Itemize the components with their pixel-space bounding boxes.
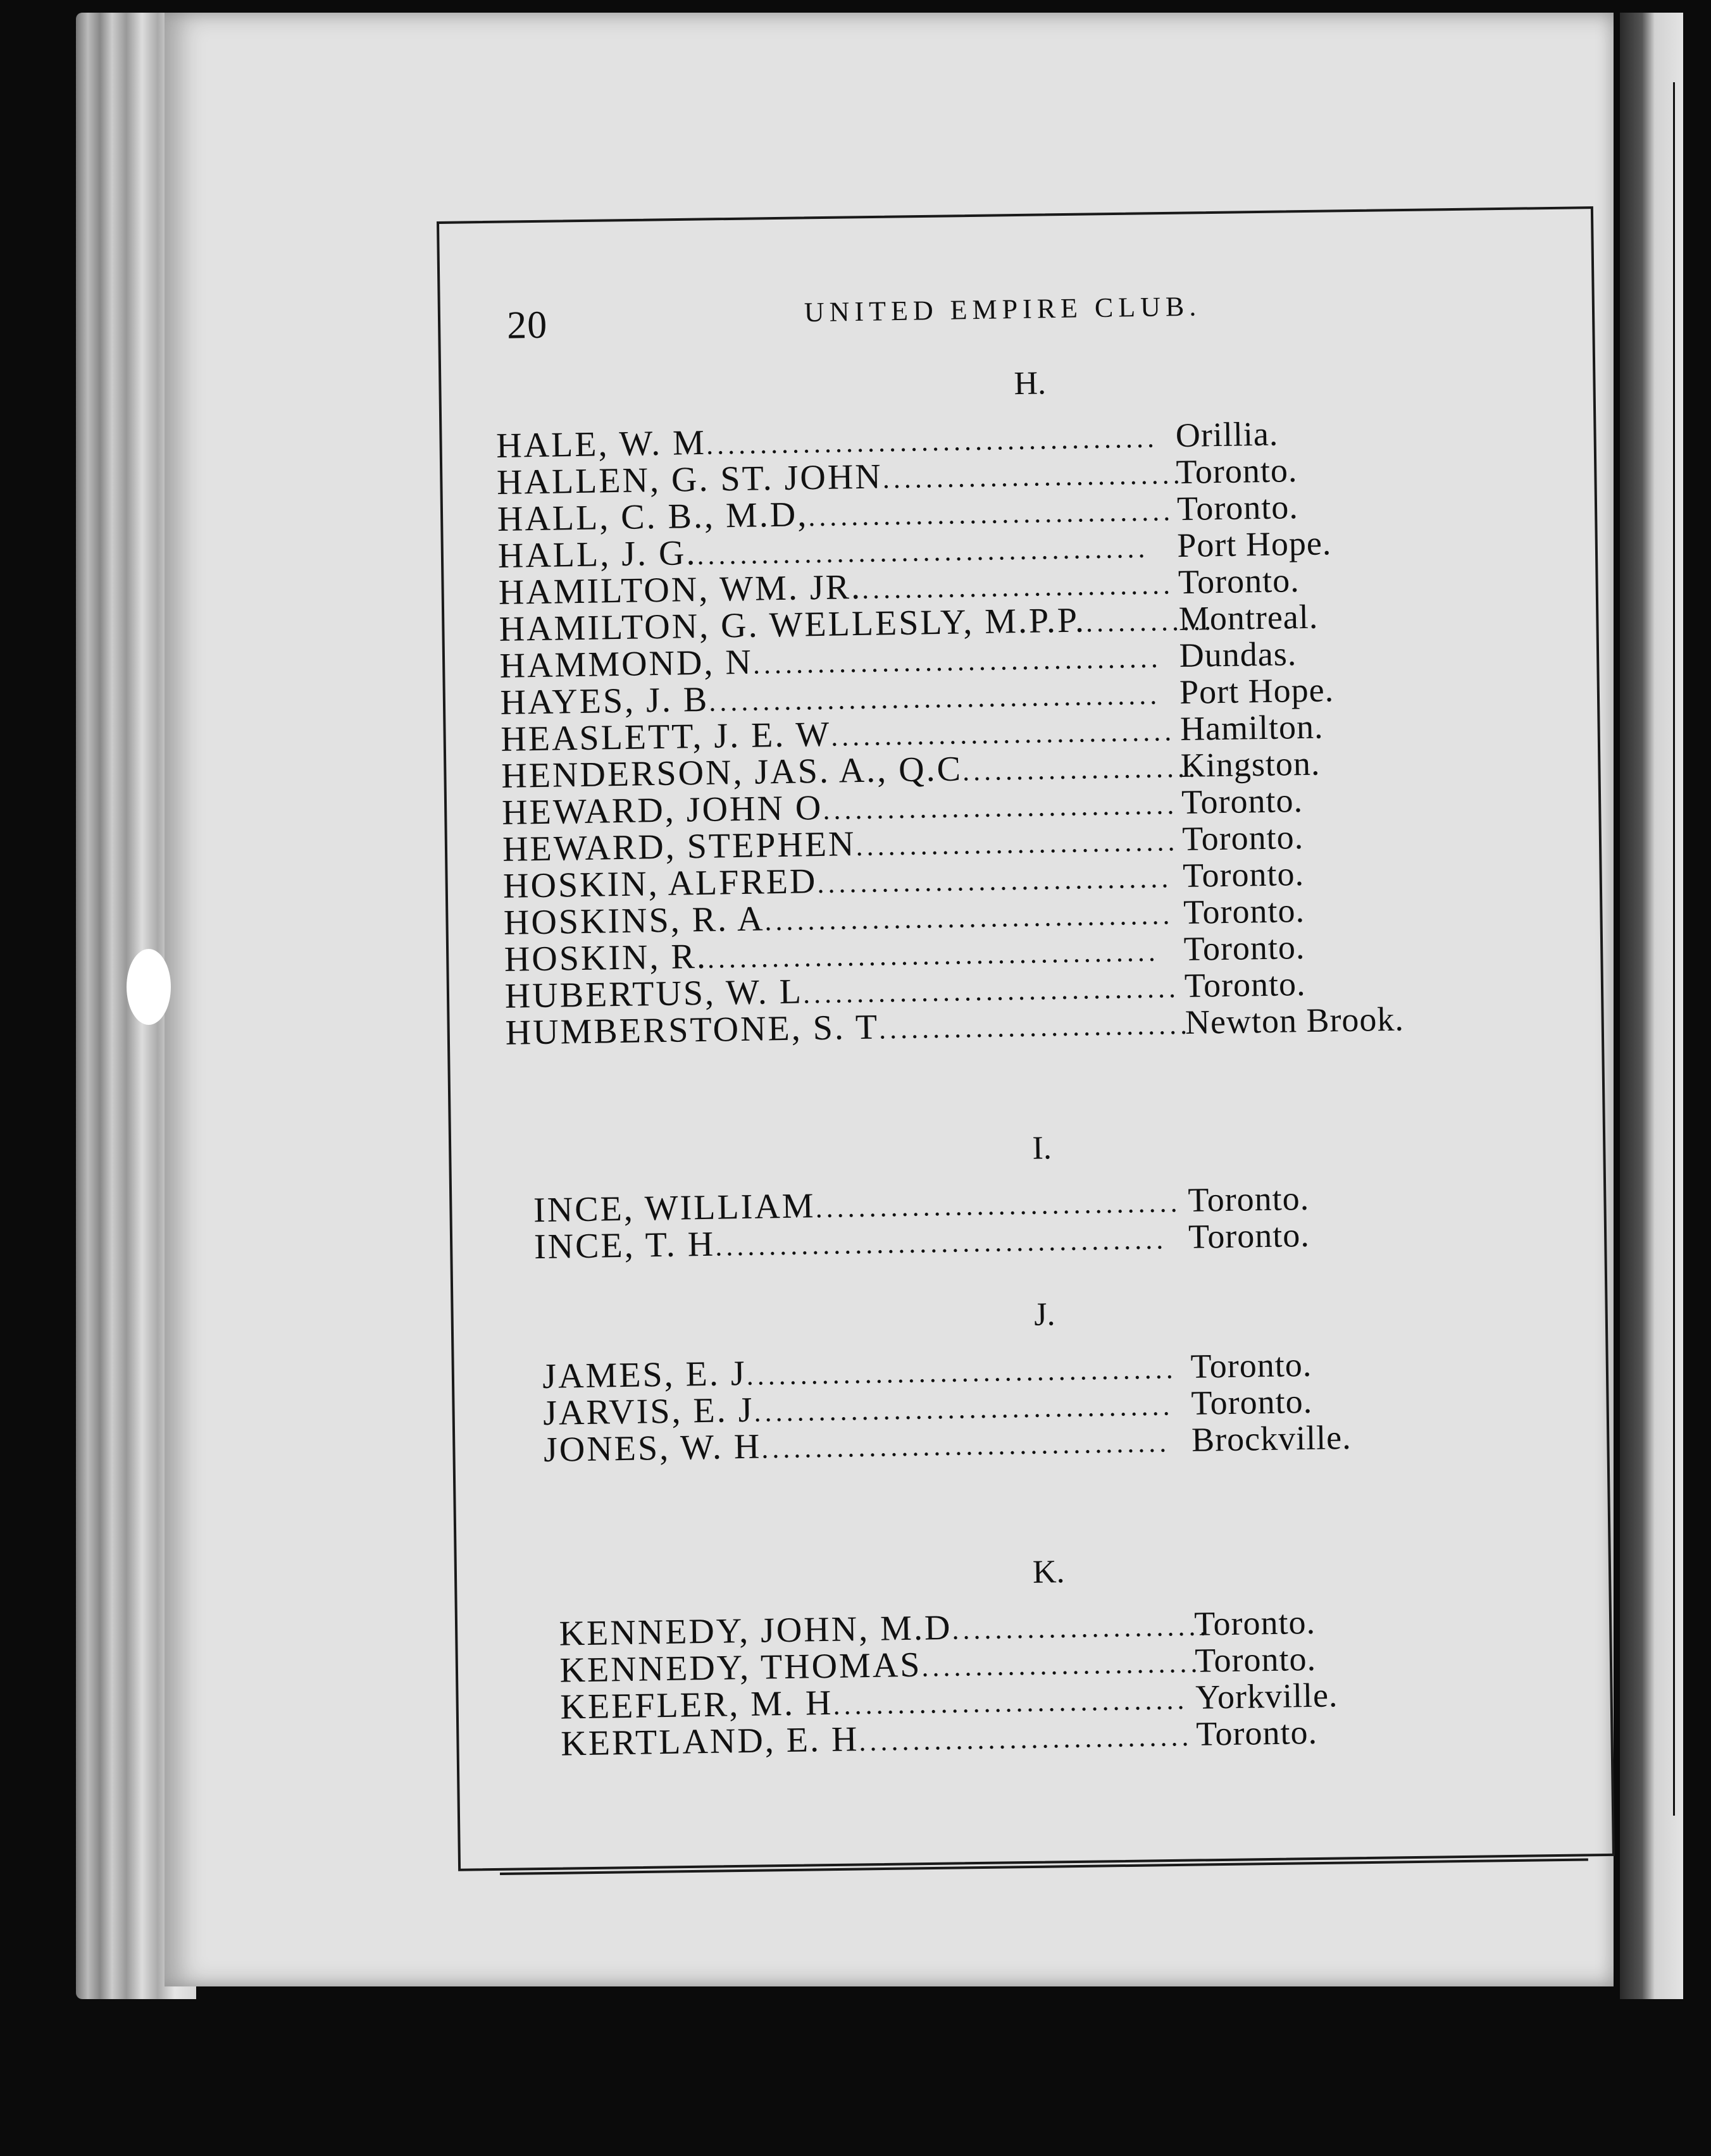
member-place: Toronto. [1176,488,1299,528]
member-name: HEWARD, JOHN O [501,788,823,833]
section-letter: I. [1032,1130,1052,1167]
member-name: KENNEDY, JOHN, M.D [559,1608,952,1654]
member-name: HALE, W. M [495,423,707,466]
dot-leader: .......................................... [708,679,1161,717]
member-name: HEWARD, STEPHEN [502,824,856,869]
member-name: KEEFLER, M. H [560,1683,833,1727]
member-place: Toronto. [1181,818,1304,858]
member-place: Toronto. [1183,927,1305,968]
member-name: HALLEN, G. ST. JOHN [496,457,883,502]
facing-page-rule [1673,82,1675,1816]
member-place: Kingston. [1180,744,1321,785]
dot-leader: ................................... [802,972,1180,1010]
member-list [508,1175,1522,1267]
member-name: HEASLETT, J. E. W [500,714,831,759]
member-place: Newton Brook. [1185,1000,1405,1041]
member-name: JAMES, E. J [542,1353,747,1396]
dot-leader: ............................ [882,458,1185,495]
member-name: HUMBERSTONE, S. T [505,1007,880,1053]
member-list [514,1599,1529,1764]
section-letter: H. [1013,365,1047,402]
member-list [511,1341,1525,1470]
member-place: Montreal. [1178,597,1319,638]
dot-leader: .................................. [807,495,1174,533]
member-place: Toronto. [1194,1639,1317,1680]
member-name: KERTLAND, E. H [560,1719,859,1764]
member-name: HOSKIN, R. [504,936,708,979]
member-name: HOSKINS, R. A [503,899,765,943]
dot-leader: ...................... [962,752,1200,787]
member-place: Toronto. [1176,451,1298,492]
member-place: Toronto. [1190,1382,1313,1422]
member-place: Brockville. [1191,1418,1352,1459]
member-place: Port Hope. [1179,671,1335,712]
dot-leader: .......................................... [707,936,1160,974]
member-name: INCE, T. H [533,1224,716,1267]
member-name: HALL, J. G. [497,533,697,576]
dot-leader: ................................. [822,789,1178,826]
dot-leader: ................................. [833,1684,1188,1721]
member-name: HENDERSON, JAS. A., Q.C [501,749,963,796]
dot-leader: ................................ [830,716,1176,752]
page-number: 20 [506,303,548,347]
member-name: HAMILTON, G. WELLESLY, M.P.P. [499,600,1086,649]
member-place: Hamilton. [1179,707,1324,748]
dot-leader: ................................. [816,862,1173,900]
member-place: Toronto. [1190,1345,1312,1385]
member-place: Toronto. [1182,855,1305,895]
page-header [494,263,1507,354]
member-place: Toronto. [1184,964,1306,1005]
member-place: Toronto. [1181,781,1303,822]
member-place: Toronto. [1193,1602,1316,1643]
paper-damage-spot [127,949,171,1025]
member-name: KENNEDY, THOMAS [559,1645,922,1690]
member-place: Toronto. [1183,891,1305,931]
member-name: JONES, W. H [543,1427,762,1470]
member-place: Dundas. [1179,635,1297,675]
section-letter: J. [1033,1296,1055,1333]
running-title: UNITED EMPIRE CLUB. [804,290,1202,328]
member-name: HAYES, J. B [500,679,709,722]
section-i [507,1122,1521,1267]
section-letter: K. [1032,1554,1065,1590]
member-name: INCE, WILLIAM [533,1186,816,1230]
dot-leader: .................................. [815,1187,1181,1224]
member-name: HAMILTON, WM. JR. [498,567,862,612]
section-h [495,357,1518,1053]
dot-leader: .......................... [921,1647,1202,1683]
dot-leader: .......................................... [697,532,1149,571]
dot-leader: ............................. [878,1008,1191,1045]
member-name: JARVIS, E. J [542,1390,754,1433]
member-name: HAMMOND, N [499,642,754,686]
member-place: Port Hope. [1176,524,1332,565]
section-j [509,1289,1524,1470]
dot-leader: ...................................... [752,642,1162,680]
page-content [494,263,1529,1764]
member-name: HALL, C. B., M.D, [497,495,809,539]
member-place: Toronto. [1187,1179,1310,1219]
dot-leader: ............................. [861,569,1174,605]
dot-leader: ............................... [859,1720,1193,1757]
dot-leader: ........................ [952,1610,1210,1645]
dot-leader: .............................. [856,826,1179,862]
member-place: Toronto. [1195,1713,1318,1753]
dot-leader: .......................................... [706,422,1159,461]
dot-leader: ............ [1085,605,1216,638]
dot-leader: ....................................... [754,1390,1174,1428]
section-k [514,1546,1529,1764]
member-place: Orillia. [1175,414,1279,455]
member-place: Toronto. [1188,1215,1310,1256]
member-place: Yorkville. [1195,1676,1338,1716]
dot-leader: ...................................... [764,899,1174,937]
dot-leader: .......................................... [714,1224,1167,1262]
dot-leader: ...................................... [761,1427,1171,1465]
member-place: Toronto. [1178,561,1300,602]
member-name: HOSKIN, ALFRED [502,862,818,906]
dot-leader: ........................................ [746,1353,1177,1391]
member-list [495,410,1518,1053]
member-name: HUBERTUS, W. L [504,972,804,1016]
